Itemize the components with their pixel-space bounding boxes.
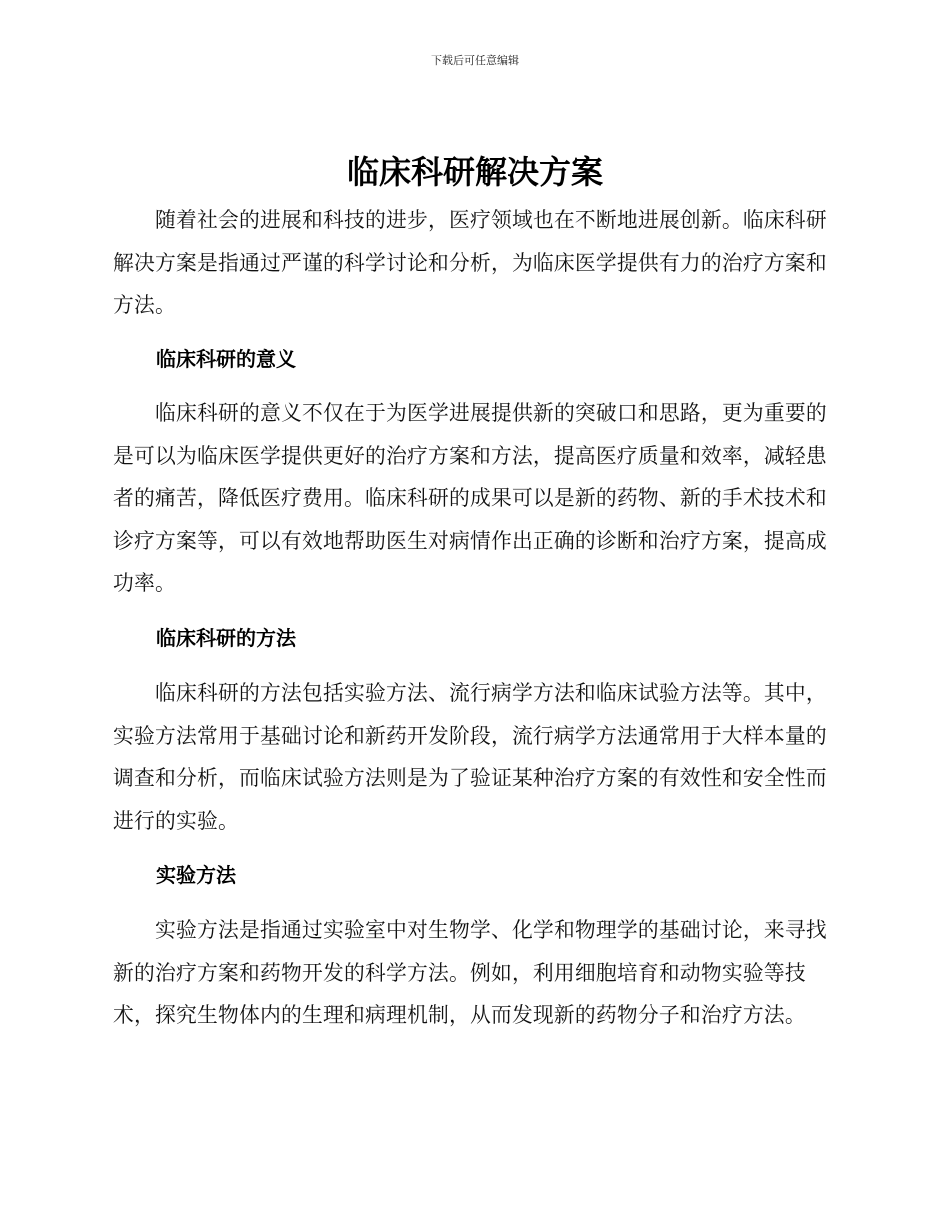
section-paragraph-significance: 临床科研的意义不仅在于为医学进展提供新的突破口和思路，更为重要的是可以为临床医学提供更好的治疗方案和方法，提高医疗质量和效率，减轻患者的痛苦，降低医疗费用。临床科研的成果可以是新的药物、新的手术技术和诊疗方案等，可以有效地帮助医生对病情作出正确的诊断和治疗方案，提高成功率。 [113, 401, 827, 595]
section-heading-methods: 临床科研的方法 [156, 626, 296, 650]
page-header-note: 下载后可任意编辑 [431, 54, 519, 67]
section-paragraph-experimental: 实验方法是指通过实验室中对生物学、化学和物理学的基础讨论，来寻找新的治疗方案和药物开发的科学方法。例如，利用细胞培育和动物实验等技术，探究生物体内的生理和病理机制，从而发现新的药物分子和治疗方法。 [113, 918, 827, 1027]
section-paragraph-methods: 临床科研的方法包括实验方法、流行病学方法和临床试验方法等。其中，实验方法常用于基础讨论和新药开发阶段，流行病学方法通常用于大样本量的调查和分析，而临床试验方法则是为了验证某种治疗方案的有效性和安全性而进行的实验。 [113, 681, 827, 833]
section-heading-significance: 临床科研的意义 [156, 347, 296, 371]
intro-paragraph: 随着社会的进展和科技的进步，医疗领域也在不断地进展创新。临床科研解决方案是指通过严谨的科学讨论和分析，为临床医学提供有力的治疗方案和方法。 [113, 208, 827, 317]
section-heading-experimental: 实验方法 [156, 863, 236, 887]
document-title: 临床科研解决方案 [346, 153, 603, 191]
